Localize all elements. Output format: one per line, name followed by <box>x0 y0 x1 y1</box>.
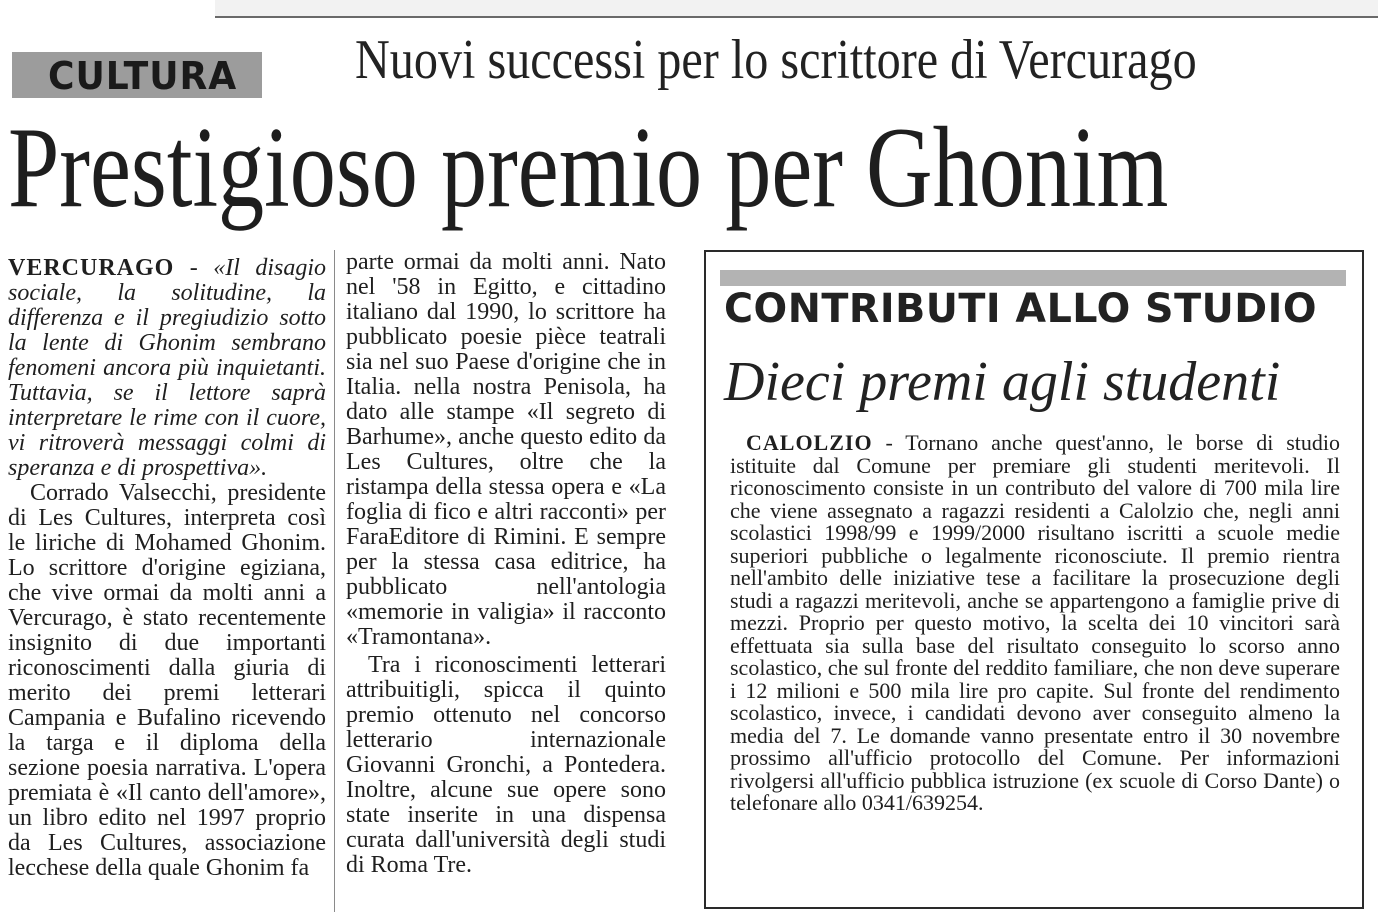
sidebar-box <box>704 250 1364 909</box>
article-paragraph: Corrado Valsecchi, presidente di Les Cultures, interpreta così le liriche di Mohamed Ghonim. Lo scrittore d'origine egiziana, che vive ormai da molti anni a Vercurago, è stato recentemente insignito di due importanti riconoscimenti dalla giuria di merito dei premi letterari Campania e Bufalino ricevendo la targa e il diploma della sezione poesia narrativa. L'opera premiata è «Il canto dell'amore», un libro edito nel 1997 proprio da Les Cultures, associazione lecchese della quale Ghonim fa <box>8 480 326 881</box>
top-border-strip <box>215 0 1378 18</box>
main-headline: Prestigioso premio per Ghonim <box>8 104 1169 232</box>
column-divider <box>334 250 335 912</box>
box-body <box>730 432 1340 815</box>
article-paragraph: Tra i riconoscimenti letterari attribuitigli, spicca il quinto premio ottenuto nel concorso letterario internazionale Giovanni Gronchi, a Pontedera. Inoltre, alcune sue opere sono state inserite in una dispensa curata dall'università degli studi di Roma Tre. <box>346 652 666 878</box>
article-dateline: VERCURAGO <box>8 255 175 281</box>
article-paragraph: parte ormai da molti anni. Nato nel '58 in Egitto, e cittadino italiano dal 1990, lo scrittore ha pubblicato poesie pièce teatrali sia nel suo Paese d'origine che in Italia. nella nostra Penisola, ha dato alle stampe «Il segreto di Barhume», anche questo edito da Les Cultures, oltre che la ristampa della stessa opera e «La foglia di fico e altri racconti» per FaraEditore di Rimini. E sempre per la stessa casa editrice, ha pubblicato nell'antologia «memorie in valigia» il racconto «Tramontana». <box>346 249 666 650</box>
box-title: Dieci premi agli studenti <box>724 351 1281 413</box>
article-quote: «Il disagio sociale, la solitudine, la differenza e il pregiudizio sotto la lente di Ghonim sembrano fenomeni ancora più inquietanti. Tuttavia, se il lettore saprà interpretare le rime con il cuore, vi ritroverà messaggi colmi di speranza e di prospettiva». <box>8 255 326 481</box>
box-tag: CONTRIBUTI ALLO STUDIO <box>724 286 1317 332</box>
box-paragraph <box>730 432 1340 815</box>
section-tag <box>12 52 262 98</box>
box-dateline: CALOLZIO <box>746 430 873 455</box>
article-lead-paragraph: VERCURAGO - «Il disagio sociale, la solitudine, la differenza e il pregiudizio sotto la lente di Ghonim sembrano fenomeni ancora più inquietanti. Tuttavia, se il lettore saprà interpretare le rime con il cuore, vi ritroverà messaggi colmi di speranza e di prospettiva». <box>8 255 326 481</box>
section-tag-label: CULTURA <box>48 54 238 98</box>
box-tag-bar <box>720 270 1346 286</box>
kicker-headline: Nuovi successi per lo scrittore di Vercurago <box>355 29 1197 91</box>
article-column-2 <box>346 250 666 878</box>
box-text: - Tornano anche quest'anno, le borse di studio istituite dal Comune per premiare gli studenti meritevoli. Il riconoscimento consiste in un contributo del valore di 700 mila lire che viene assegnato a ragazzi residenti a Calolzio che, negli anni scolastici 1998/99 e 1999/2000 risultano iscritti a scuole medie superiori pubbliche o legalmente riconosciute. Il premio rientra nell'ambito delle iniziative tese a facilitare la prosecuzione degli studi a ragazzi meritevoli, anche se appartengono a famiglie prive di mezzi. Proprio per questo motivo, la scelta dei 10 vincitori sarà effettuata sia sulla base del risultato conseguito lo scorso anno scolastico, che sul fronte del reddito familiare, che non deve superare i 12 milioni e 500 mila lire pro capite. Sul fronte del rendimento scolastico, invece, i candidati devono aver conseguito almeno la media del 7. Le domande vanno presentate entro il 30 novembre prossimo all'ufficio protocollo del Comune. Per informazioni rivolgersi all'ufficio pubblica istruzione (ex scuole di Corso Dante) o telefonare allo 0341/639254. <box>730 430 1341 815</box>
article-column-1 <box>8 256 326 881</box>
